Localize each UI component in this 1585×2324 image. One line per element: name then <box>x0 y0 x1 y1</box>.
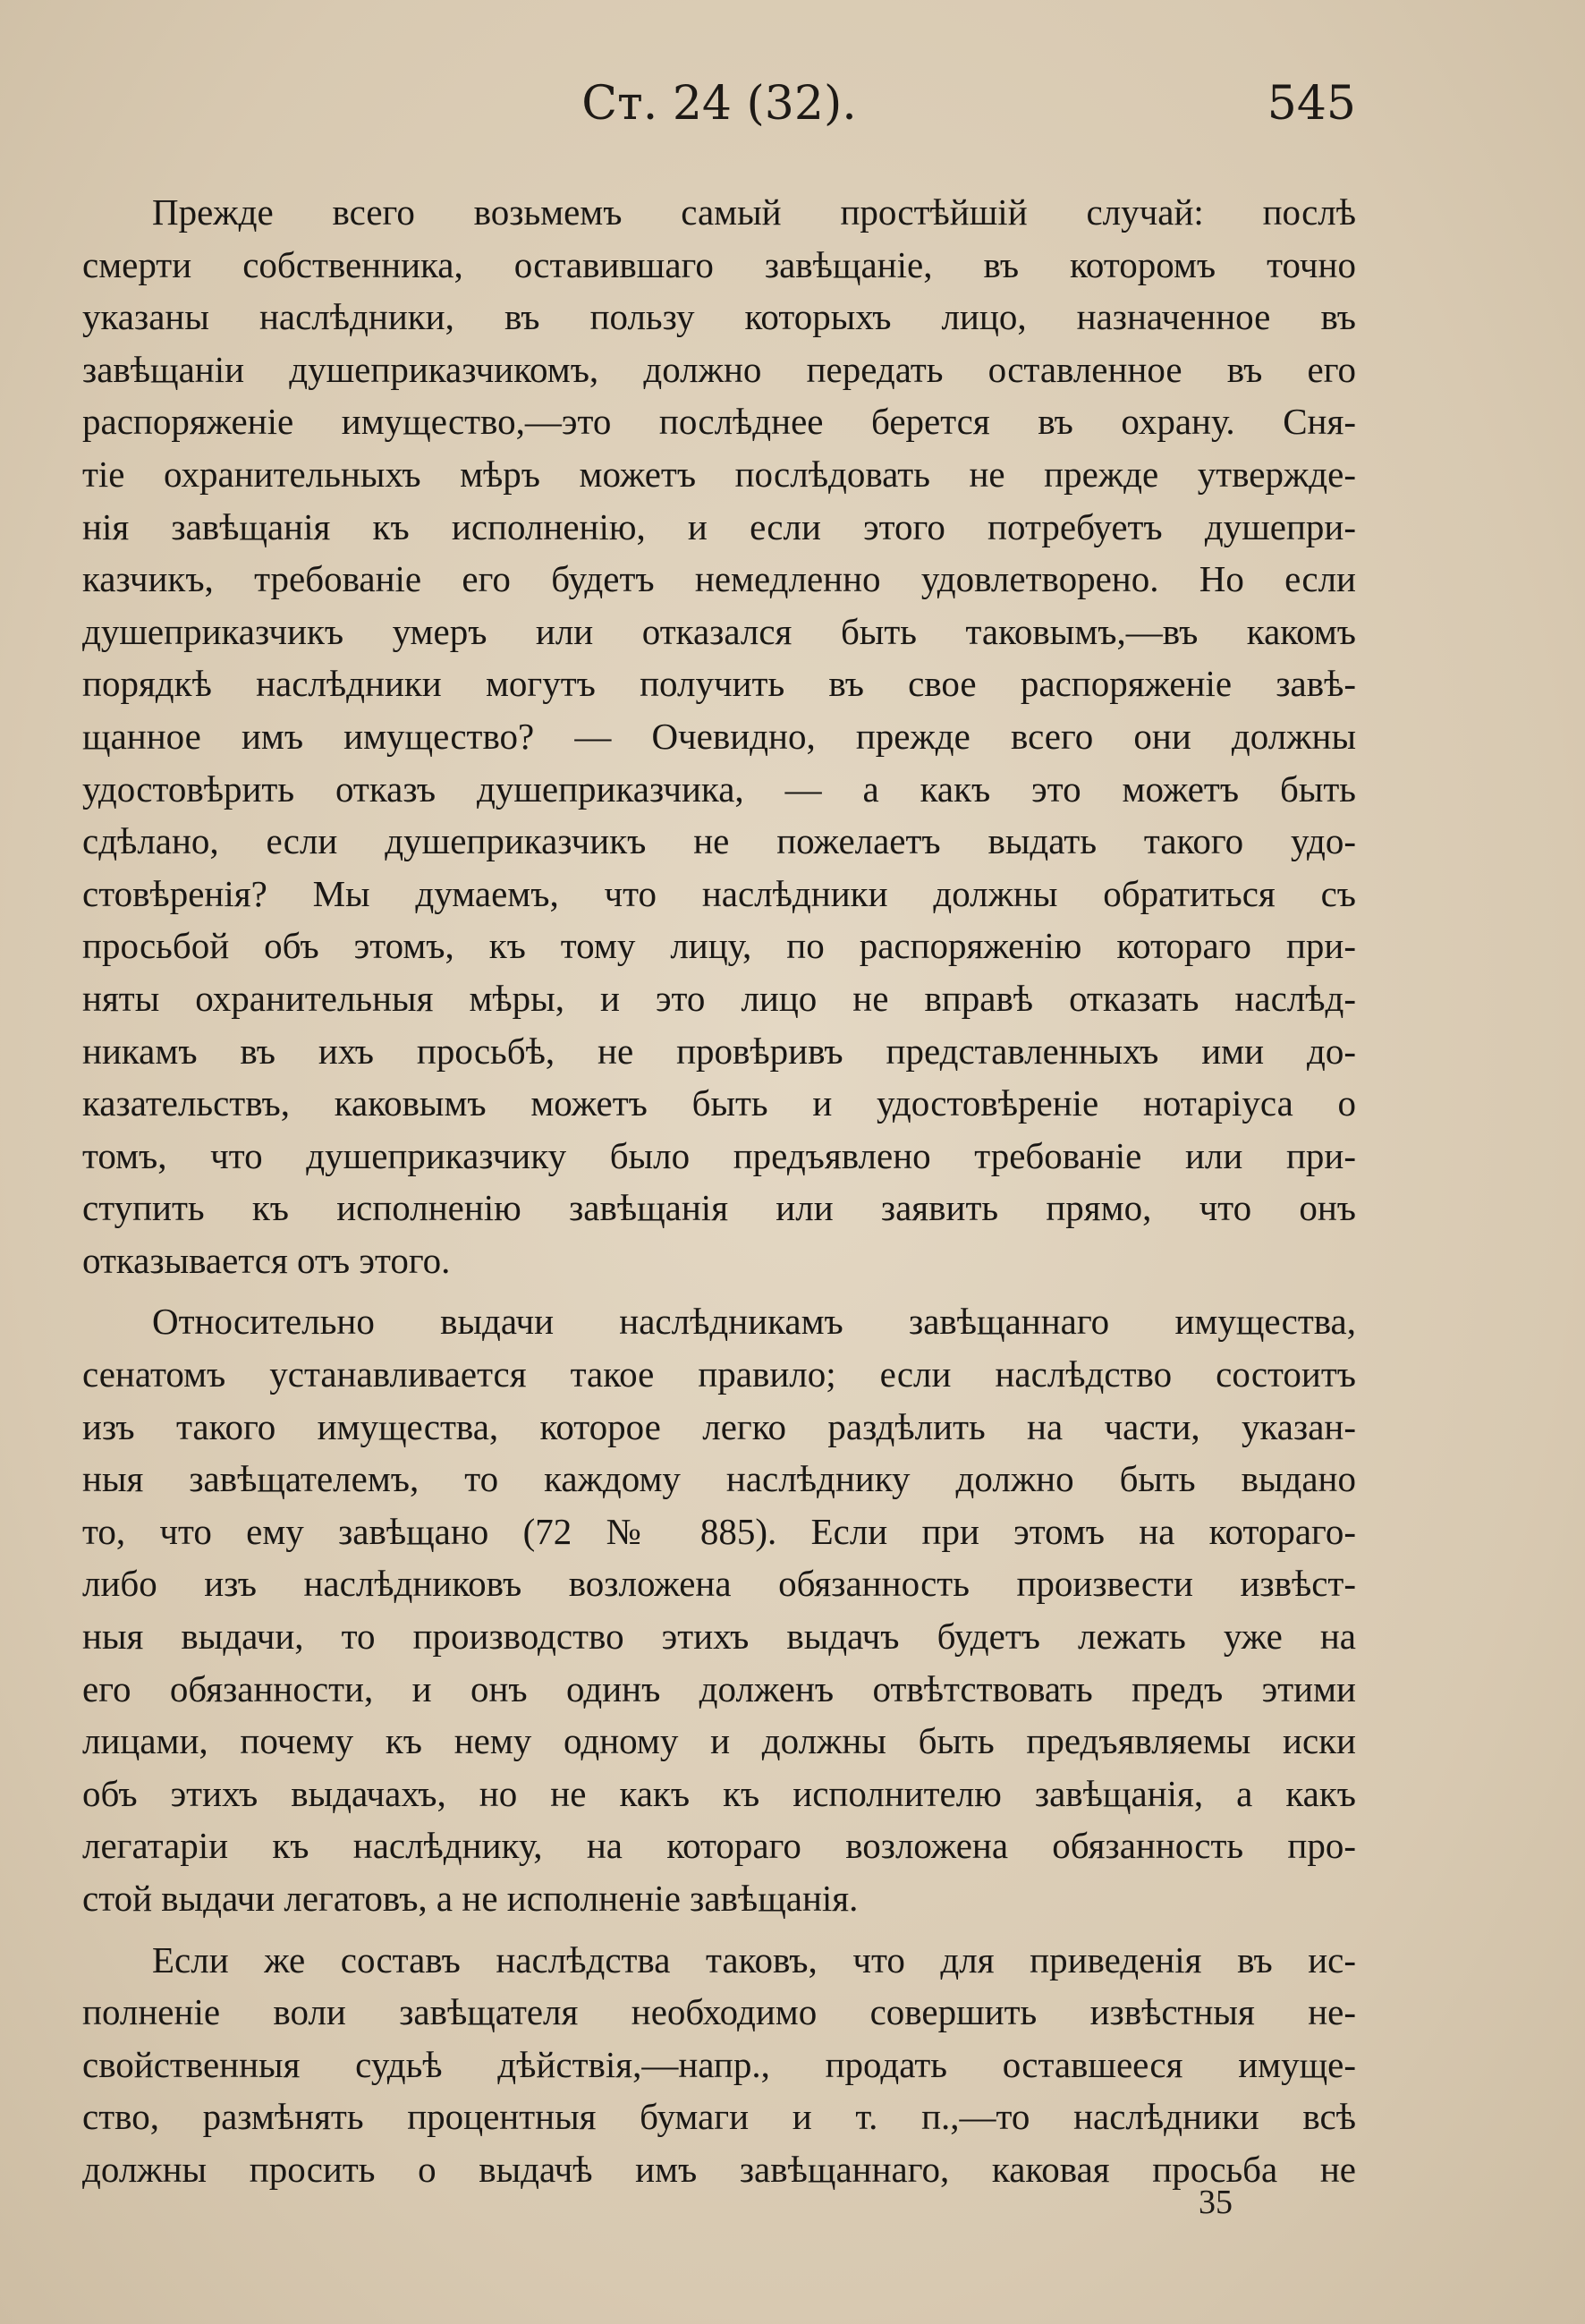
text-line: ступить къ исполненію завѣщанія или заявить прямо, что онъ <box>82 1187 1356 1229</box>
text-line: либо изъ наслѣдниковъ возложена обязанность произвести извѣст- <box>82 1563 1356 1605</box>
text-line: должны просить о выдачѣ имъ завѣщаннаго, каковая просьба не <box>82 2148 1356 2190</box>
text-line: Прежде всего возьмемъ самый простѣйшій случай: послѣ <box>152 191 1356 233</box>
text-line: нія завѣщанія къ исполненію, и если этого потребуетъ душепри- <box>82 505 1356 547</box>
paragraph-3 <box>82 1934 1356 2196</box>
text-line: казательствъ, каковымъ можетъ быть и удостовѣреніе нотаріуса о <box>82 1082 1356 1124</box>
text-line: удостовѣрить отказъ душеприказчика, — а какъ это можетъ быть <box>82 768 1356 810</box>
text-line: распоряженіе имущество,—это послѣднее берется въ охрану. Сня- <box>82 401 1356 443</box>
text-line: томъ, что душеприказчику было предъявлено требованіе или при- <box>82 1134 1356 1176</box>
text-line: его обязанности, и онъ одинъ долженъ отвѣтствовать предъ этими <box>82 1667 1356 1709</box>
text-line: указаны наслѣдники, въ пользу которыхъ лицо, назначенное въ <box>82 296 1356 338</box>
text-line: душеприказчикъ умеръ или отказался быть таковымъ,—въ какомъ <box>82 610 1356 652</box>
page-number: 545 <box>1267 77 1356 131</box>
text-line: завѣщаніи душеприказчикомъ, должно передать оставленное въ его <box>82 348 1356 390</box>
text-line: смерти собственника, оставившаго завѣщаніе, въ которомъ точно <box>82 243 1356 285</box>
text-line: Если же составъ наслѣдства таковъ, что для приведенія въ ис- <box>152 1938 1356 1980</box>
section-title: Ст. 24 (32). <box>581 77 857 131</box>
text-line: щанное имъ имущество? — Очевидно, прежде всего они должны <box>82 715 1356 757</box>
text-line: ныя выдачи, то производство этихъ выдачъ будетъ лежать уже на <box>82 1616 1356 1658</box>
text-line: отказывается отъ этого. <box>82 1239 451 1281</box>
text-line: порядкѣ наслѣдники могутъ получить въ свое распоряженіе завѣ- <box>82 663 1356 705</box>
text-line: изъ такого имущества, которое легко раздѣлить на части, указан- <box>82 1405 1356 1447</box>
text-line: ство, размѣнять процентныя бумаги и т. п.,—то наслѣдники всѣ <box>82 2096 1356 2138</box>
page-body <box>82 186 1356 2205</box>
signature-mark: 35 <box>1199 2184 1233 2221</box>
text-line: стой выдачи легатовъ, а не исполненіе завѣщанія. <box>82 1878 859 1919</box>
text-line: то, что ему завѣщано (72 № 885). Если при этомъ на котораго- <box>82 1510 1356 1552</box>
text-line: полненіе воли завѣщателя необходимо совершить извѣстныя не- <box>82 1991 1356 2033</box>
text-line: сенатомъ устанавливается такое правило; если наслѣдство состоитъ <box>82 1353 1356 1395</box>
paragraph-2 <box>82 1295 1356 1924</box>
text-line: просьбой объ этомъ, къ тому лицу, по распоряженію котораго при- <box>82 925 1356 967</box>
text-line: сдѣлано, если душеприказчикъ не пожелаетъ выдать такого удо- <box>82 820 1356 862</box>
paragraph-1 <box>82 186 1356 1286</box>
text-line: казчикъ, требованіе его будетъ немедленно удовлетворено. Но если <box>82 558 1356 600</box>
text-line: стовѣренія? Мы думаемъ, что наслѣдники должны обратиться съ <box>82 872 1356 914</box>
text-line: легатаріи къ наслѣднику, на котораго возложена обязанность про- <box>82 1825 1356 1867</box>
text-line: свойственныя судьѣ дѣйствія,—напр., продать оставшееся имуще- <box>82 2043 1356 2085</box>
text-line: никамъ въ ихъ просьбѣ, не провѣривъ представленныхъ ими до- <box>82 1030 1356 1072</box>
text-line: объ этихъ выдачахъ, но не какъ къ исполнителю завѣщанія, а какъ <box>82 1772 1356 1814</box>
text-line: няты охранительныя мѣры, и это лицо не вправѣ отказать наслѣд- <box>82 977 1356 1019</box>
text-line: Относительно выдачи наслѣдникамъ завѣщаннаго имущества, <box>152 1301 1356 1343</box>
text-line: ныя завѣщателемъ, то каждому наслѣднику должно быть выдано <box>82 1458 1356 1500</box>
running-header <box>82 77 1356 140</box>
text-line: тіе охранительныхъ мѣръ можетъ послѣдовать не прежде утвержде- <box>82 453 1356 495</box>
text-line: лицами, почему къ нему одному и должны быть предъявляемы иски <box>82 1720 1356 1762</box>
